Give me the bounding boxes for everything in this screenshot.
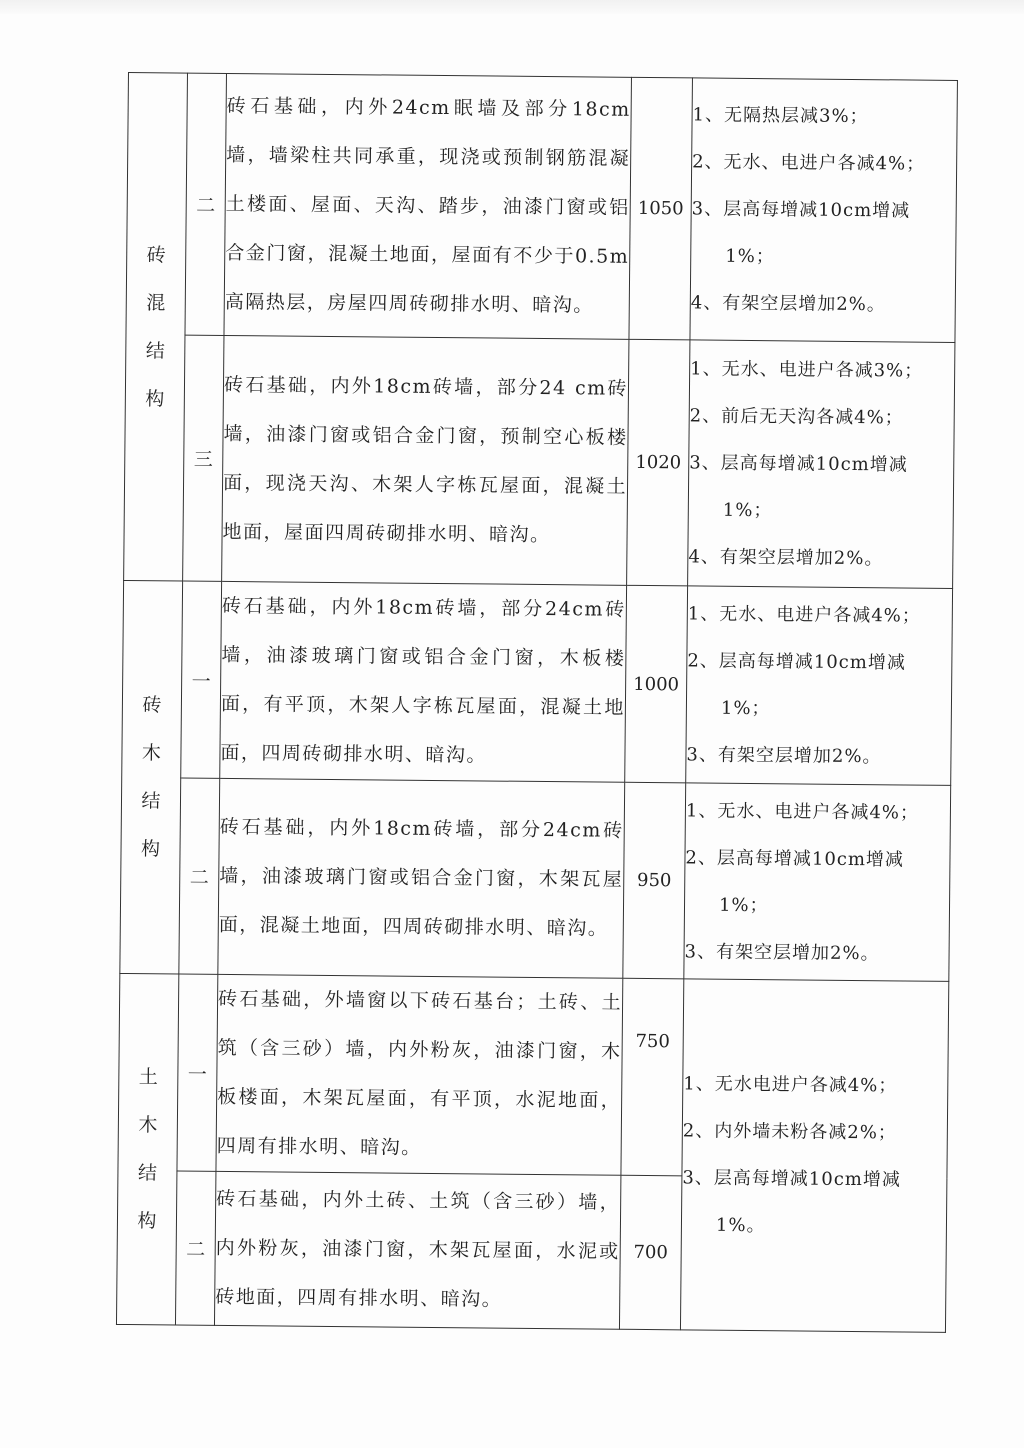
- grade-cell: 二: [185, 73, 227, 335]
- description-cell: 砖石基础，内外土砖、土筑（含三砂）墙，内外粉灰，油漆门窗，木架瓦屋面，水泥或砖地面，四周有排水明、暗沟。: [214, 1171, 620, 1329]
- grade-cell: 二: [179, 778, 220, 974]
- structure-cell: [124, 73, 188, 582]
- note-line: 3、有架空层增加2%。: [686, 744, 882, 768]
- adjustment-notes: [684, 783, 951, 982]
- table-row: [124, 334, 955, 588]
- note-line: 1、无水、电进户各减4%；: [685, 799, 920, 824]
- note-line: 1%；: [720, 697, 771, 720]
- description-cell: 砖石基础，内外24cm眠墙及部分18cm墙，墙梁柱共同承重，现浇或预制钢筋混凝土楼面、屋面、天沟、踏步，油漆门窗或铝合金门窗，混凝土地面，屋面有不少于0.5m高隔热层，房屋四周砖砌排水明、暗沟。: [224, 73, 631, 339]
- price-cell: 1000: [625, 585, 688, 783]
- note-line: 3、层高每增减10cm增减: [691, 198, 911, 222]
- structure-label: 砖 木 结 构: [140, 694, 162, 861]
- structure-cell: [120, 580, 183, 974]
- note-line: 3、层高每增减10cm增减: [682, 1167, 902, 1191]
- note-line: 2、前后无天沟各减4%；: [689, 405, 904, 429]
- scan-edge: [0, 0, 1024, 14]
- adjustment-notes: [690, 78, 958, 343]
- note-line: 1、无水电进户各减4%；: [683, 1073, 898, 1097]
- structure-cell: [116, 973, 178, 1325]
- grade-cell: 二: [175, 1171, 215, 1325]
- structure-label: 砖 混 结 构: [145, 243, 166, 410]
- table-row: [126, 73, 957, 343]
- housing-price-table: [116, 72, 958, 1333]
- note-line: 1、无水、电进户各减3%；: [690, 358, 924, 382]
- description-cell: 砖石基础，内外18cm砖墙，部分24 cm砖墙，油漆门窗或铝合金门窗，预制空心板楼面，现浇天沟、木架人字栋瓦屋面，混凝土地面，屋面四周砖砌排水明、暗沟。: [222, 335, 629, 585]
- note-line: 1%；: [718, 894, 769, 916]
- note-line: 1%；: [725, 245, 775, 268]
- price-cell: 1020: [627, 339, 690, 586]
- note-line: 2、层高每增减10cm增减: [687, 650, 906, 674]
- price-cell: 950: [623, 782, 686, 979]
- price-cell: 1050: [629, 77, 693, 340]
- grade-cell: 一: [177, 974, 218, 1171]
- table-row: [118, 973, 949, 1178]
- note-line: 4、有架空层增加2%。: [688, 546, 884, 570]
- adjustment-notes: [686, 586, 953, 786]
- note-line: 1%；: [722, 499, 773, 522]
- adjustment-notes-shared: [680, 979, 948, 1333]
- note-line: 2、内外墙未粉各减2%；: [682, 1120, 897, 1144]
- adjustment-notes: [688, 340, 955, 589]
- note-line: 3、层高每增减10cm增减: [689, 452, 908, 476]
- note-line: 2、层高每增减10cm增减: [685, 846, 905, 870]
- price-cell: 700: [619, 1175, 681, 1330]
- price-cell: 750: [621, 978, 684, 1176]
- note-line: 1、无水、电进户各减4%；: [687, 603, 921, 627]
- grade-cell: 三: [183, 335, 224, 581]
- description-cell: 砖石基础，内外18cm砖墙，部分24cm砖墙，油漆玻璃门窗或铝合金门窗，木架瓦屋面，混凝土地面，四周砖砌排水明、暗沟。: [218, 778, 625, 978]
- note-line: 2、无水、电进户各减4%；: [692, 151, 926, 175]
- table-row: [120, 777, 951, 981]
- description-cell: 砖石基础，内外18cm砖墙，部分24cm砖墙，油漆玻璃门窗或铝合金门窗，木板楼面，有平顶，木架人字栋瓦屋面，混凝土地面，四周砖砌排水明、暗沟。: [220, 581, 627, 782]
- note-line: 1%。: [715, 1214, 766, 1237]
- structure-label: 土 木 结 构: [137, 1066, 158, 1233]
- note-line: 1、无隔热层减3%；: [692, 104, 869, 128]
- description-cell: 砖石基础，外墙窗以下砖石基台；土砖、土筑（含三砂）墙，内外粉灰，油漆门窗，木板楼面，木架瓦屋面，有平顶，水泥地面，四周有排水明、暗沟。: [216, 974, 623, 1175]
- note-line: 3、有架空层增加2%。: [684, 940, 880, 964]
- table-row: [122, 580, 953, 785]
- note-line: 4、有架空层增加2%。: [690, 292, 886, 316]
- grade-cell: 一: [181, 581, 222, 778]
